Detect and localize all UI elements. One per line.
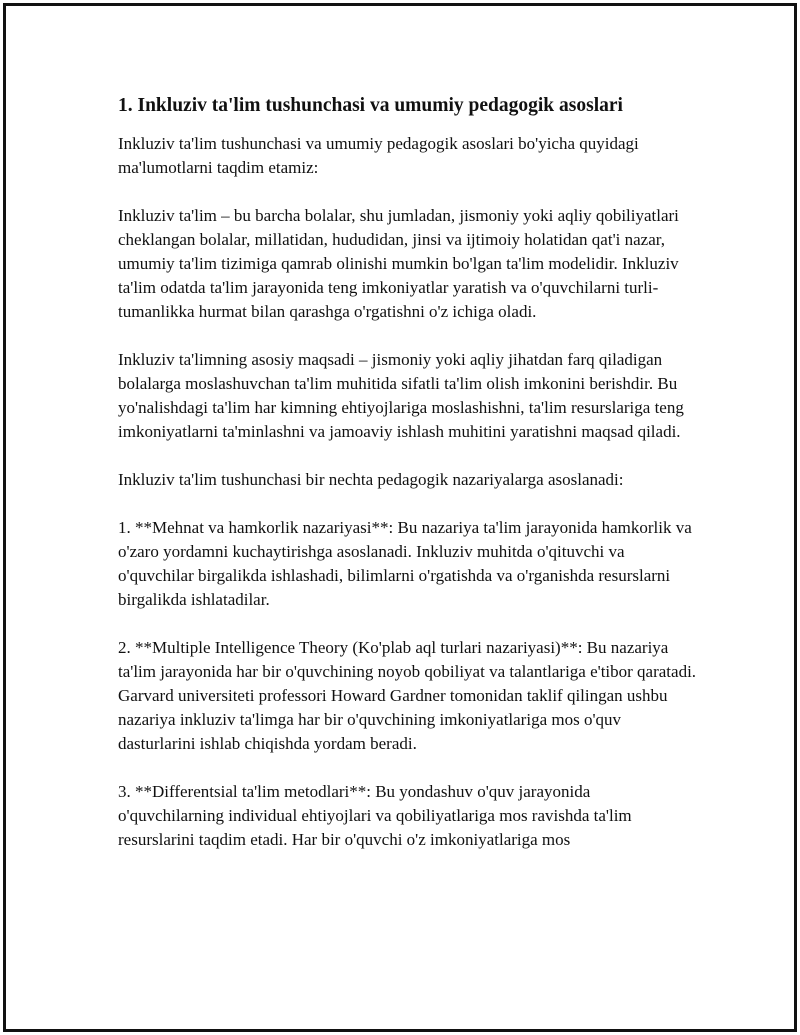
paragraph-goal: Inkluziv ta'limning asosiy maqsadi – jismoniy yoki aqliy jihatdan farq qiladigan bolalarga moslashuvchan ta'lim muhitida sifatli ta'lim olish imkonini berishdir. Bu yo'nalishdagi ta'lim har kimning ehtiyojlariga moslashishni, ta'lim resurslariga teng imkoniyatlarni ta'minlashni va jamoaviy ishlash muhitini yaratishni maqsad qiladi. bbox=[118, 350, 684, 441]
paragraph-intro: Inkluziv ta'lim tushunchasi va umumiy pedagogik asoslari bo'yicha quyidagi ma'lumotlarni taqdim etamiz: bbox=[118, 134, 639, 177]
paragraph-definition: Inkluziv ta'lim – bu barcha bolalar, shu jumladan, jismoniy yoki aqliy qobiliyatlari cheklangan bolalar, millatidan, hududidan, jinsi va ijtimoiy holatidan qat'i nazar, umumiy ta'lim tizimiga qamrab olinishi mumkin bo'lgan ta'lim modelidir. Inkluziv ta'lim odatda ta'lim jarayonida teng imkoniyatlar yaratish va o'quvchilarni turli-tumanlikka hurmat bilan qarashga o'rgatishni o'z ichiga oladi. bbox=[118, 206, 679, 321]
document-body bbox=[118, 92, 698, 876]
list-item-theory-2: 2. **Multiple Intelligence Theory (Ko'plab aql turlari nazariyasi)**: Bu nazariya ta'lim jarayonida har bir o'quvchining noyob qobiliyat va talantlariga e'tibor qaratadi. Garvard universiteti professori Howard Gardner tomonidan taklif qilingan ushbu nazariya inkluziv ta'limga har bir o'quvchining imkoniyatlariga mos o'quv dasturlarini ishlab chiqishda yordam beradi. bbox=[118, 638, 697, 753]
section-heading: 1. Inkluziv ta'lim tushunchasi va umumiy pedagogik asoslari bbox=[118, 95, 623, 116]
paragraph-theories-intro: Inkluziv ta'lim tushunchasi bir nechta pedagogik nazariyalarga asoslanadi: bbox=[118, 470, 624, 489]
list-item-theory-3: 3. **Differentsial ta'lim metodlari**: Bu yondashuv o'quv jarayonida o'quvchilarning individual ehtiyojlari va qobiliyatlariga mos ravishda ta'lim resurslarini taqdim etadi. Har bir o'quvchi o'z imkoniyatlariga mos bbox=[118, 782, 632, 849]
list-item-theory-1: 1. **Mehnat va hamkorlik nazariyasi**: Bu nazariya ta'lim jarayonida hamkorlik va o'zaro yordamni kuchaytirishga asoslanadi. Inkluziv muhitda o'qituvchi va o'quvchilar birgalikda ishlashadi, bilimlarni o'rgatishda va o'rganishda resurslarni birgalikda ishlatadilar. bbox=[118, 518, 692, 609]
